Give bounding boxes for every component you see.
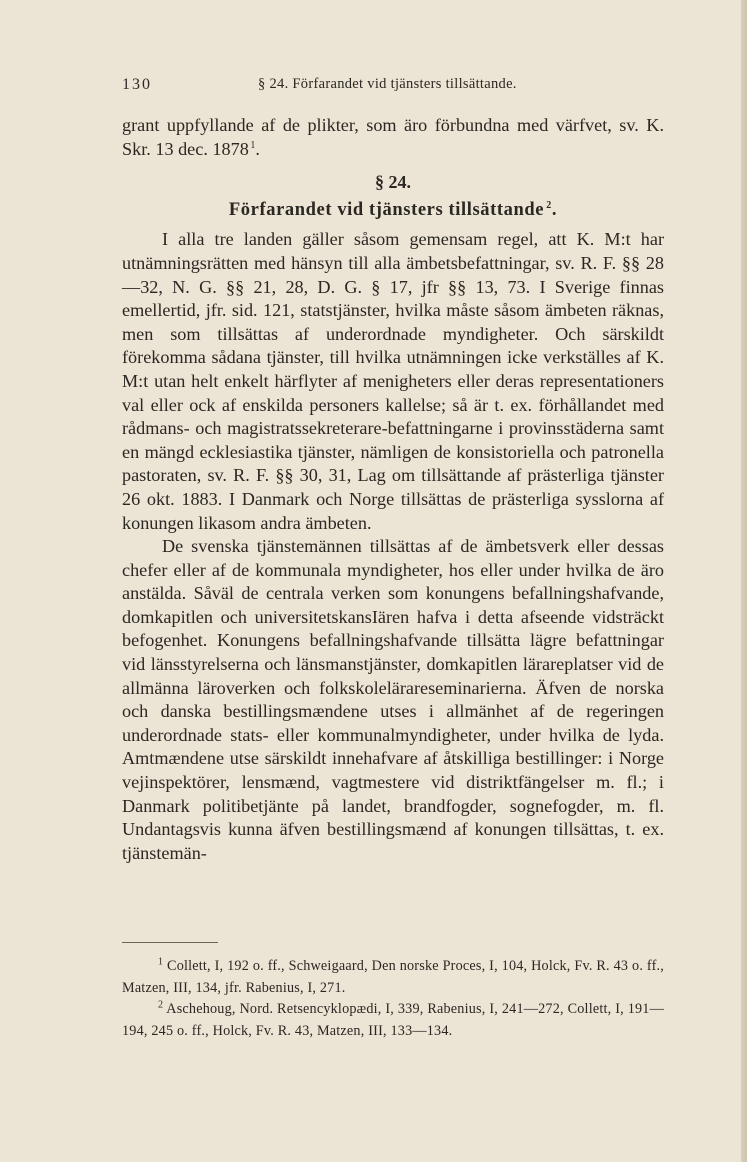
paragraph-2: De svenska tjänstemännen tillsättas af de ämbetsverk eller dessas chefer eller af de kommunala myndigheter, hos eller under hvilka de äro anstälda. Såväl de centrala verken som konungens befallningshafvande, domkapitlen och universitetskansIären hafva i detta afseende vidsträckt befogenhet. Konungens befallningshafvande tillsätta lägre befattningar vid länsstyrelserna och länsmanstjänster, domkapitlen lärareplatser vid de allmänna läroverken och folkskolelärareseminarierna. Äfven de norska och danska bestillingsmændene utses i allmänhet af de regeringen underordnade stats- eller kommunalmyndigheter, under hvilka de lyda. Amtmændene utse särskildt innehafvare af åtskilliga bestillinger: i Norge vejinspektörer, lensmænd, vagtmestere vid distriktfängelser m. fl.; i Danmark politibetjänte på landet, brandfogder, sognefogder, m. fl. Undantagsvis kunna äfven bestillingsmænd af konungen tillsättas, t. ex. tjänstemän- (122, 536, 664, 863)
body-text (122, 114, 664, 865)
footnote-mark-1: 1 (158, 956, 164, 968)
continuation-text: grant uppfyllande af de plikter, som äro förbundna med värfvet, sv. K. Skr. 13 dec. 1878 (122, 115, 664, 159)
page-number: 130 (122, 76, 152, 93)
page-edge (741, 0, 747, 1162)
footnote-1 (122, 956, 664, 999)
footnote-ref-2: 2 (546, 199, 552, 211)
footnote-rule (122, 942, 218, 943)
running-header (122, 76, 642, 100)
running-title: § 24. Förfarandet vid tjänsters tillsättande. (258, 76, 517, 92)
section-title (122, 199, 664, 223)
footnote-mark-2: 2 (158, 999, 164, 1011)
section-number: § 24. (375, 172, 411, 193)
footnote-text-1: Collett, I, 192 o. ff., Schweigaard, Den norske Proces, I, 104, Holck, Fv. R. 43 o. ff., Matzen, III, 134, jfr. Rabenius, I, 271. (122, 958, 664, 996)
section-title-text: Förfarandet vid tjänsters tillsättande (228, 199, 545, 220)
footnote-ref-1: 1 (250, 139, 256, 151)
footnotes (122, 956, 664, 1042)
continuation-paragraph (122, 114, 664, 161)
footnote-text-2: Aschehoug, Nord. Retsencyklopædi, I, 339, Rabenius, I, 241—272, Collett, I, 191—194, 245 o. ff., Holck, Fv. R. 43, Matzen, III, 133—134. (122, 1001, 664, 1039)
continuation-end: . (255, 138, 260, 159)
footnote-2 (122, 999, 664, 1042)
section-title-end: . (551, 199, 558, 220)
paragraph-1: I alla tre landen gäller såsom gemensam regel, att K. M:t har utnämningsrätten med hänsyn till alla ämbetsbefattningar, sv. R. F. §§ 28—32, N. G. §§ 21, 28, D. G. § 17, jfr §§ 13, 73. I Sverige finnas emellertid, jfr. sid. 121, statstjänster, hvilka måste såsom ämbeten räknas, men som tillsättas af underordnade myndigheter. Och särskildt förekomma sådana tjänster, till hvilka utnämningen icke verkställes af K. M:t utan helt enkelt härflyter af menigheters eller deras representationers val eller ock af enskilda personers kallelse; så är t. ex. förhållandet med rådmans- och magistratssekreterare-befattningarne i provinsstäderna samt en mängd ecklesiastika tjänster, nämligen de konsistoriella och patronella pastoraten, sv. R. F. §§ 30, 31, Lag om tillsättande af prästerliga tjänster 26 okt. 1883. I Danmark och Norge tillsättas de prästerliga sysslorna af konungen likasom andra ämbeten. (122, 229, 664, 533)
